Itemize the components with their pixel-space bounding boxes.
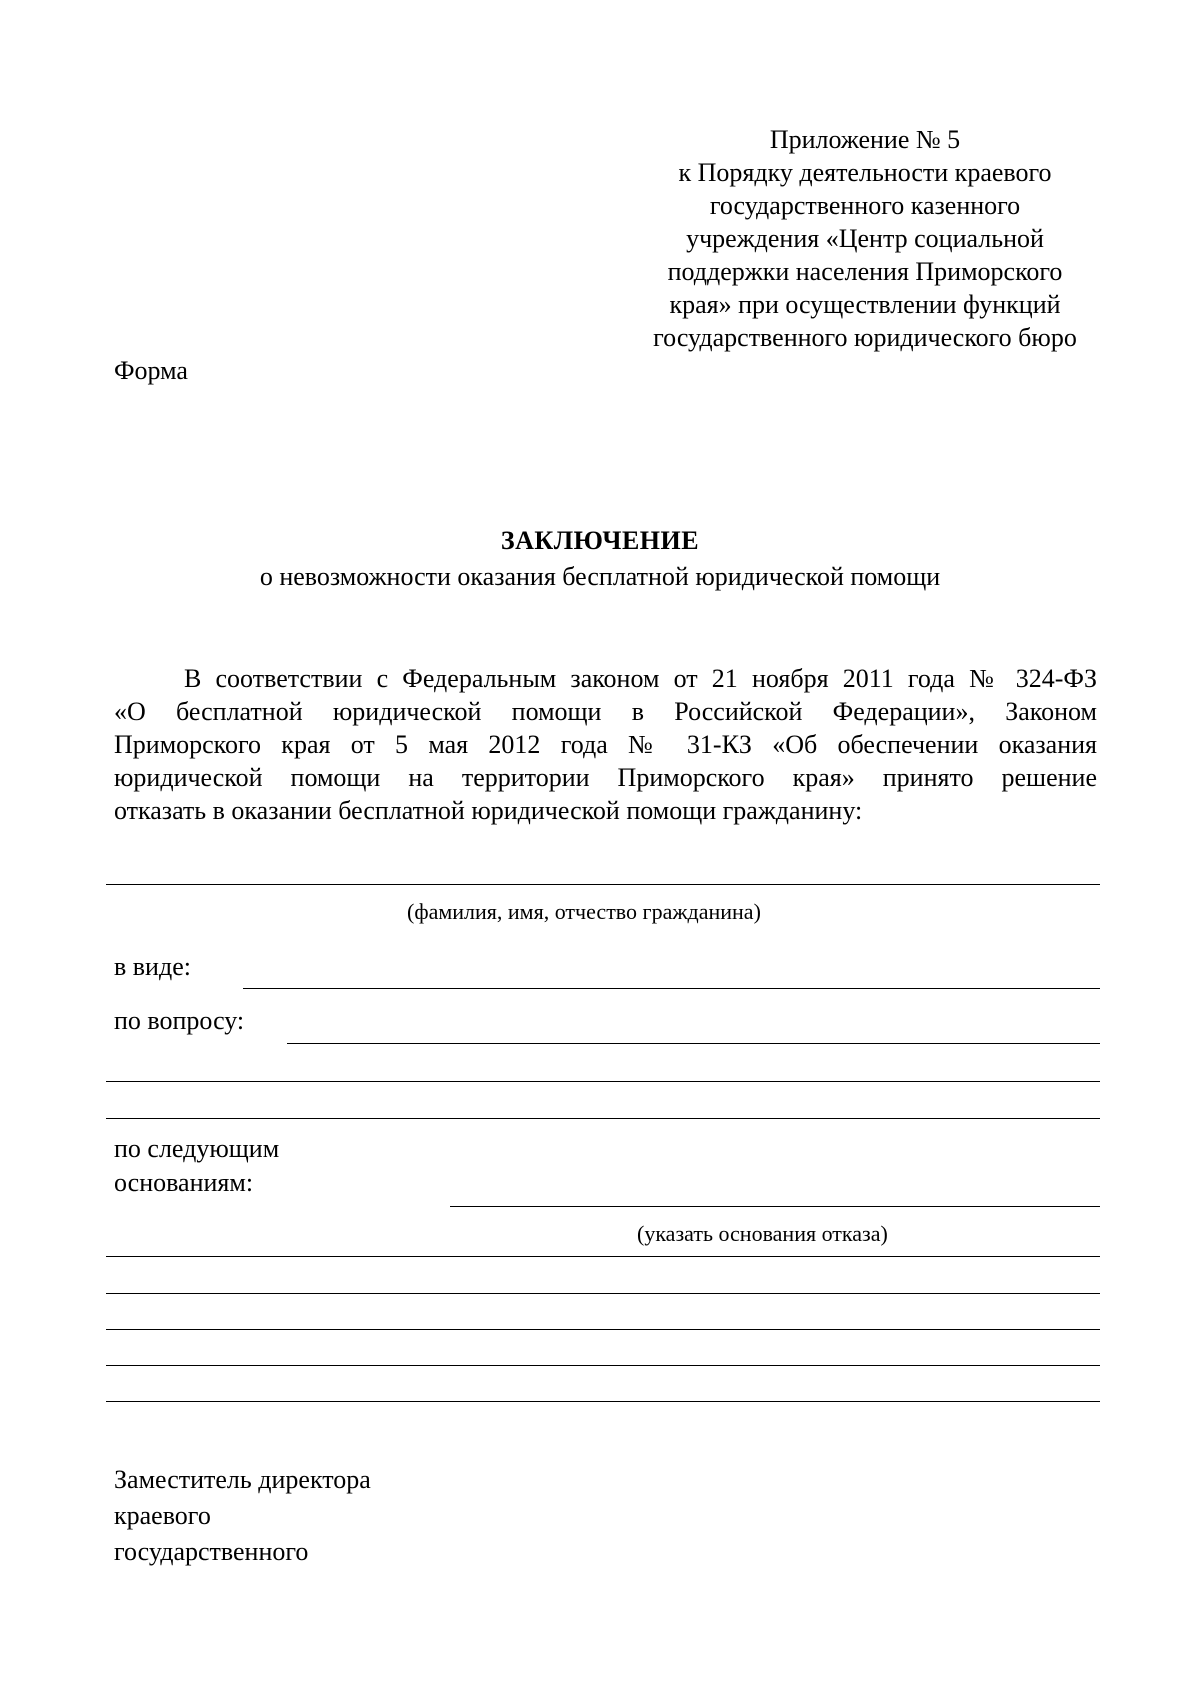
osnovaniya-fill-line-3[interactable] bbox=[106, 1293, 1100, 1294]
body-line: Приморского края от 5 мая 2012 года № 31-КЗ «Об обеспечении оказания bbox=[114, 730, 1097, 759]
body-paragraph bbox=[114, 662, 1097, 827]
po-voprosu-fill-line-3[interactable] bbox=[106, 1118, 1100, 1119]
osnovaniya-fill-line-2[interactable] bbox=[106, 1256, 1100, 1257]
v-vide-fill-line[interactable] bbox=[243, 988, 1100, 989]
fio-fill-line[interactable] bbox=[106, 884, 1100, 885]
appendix-line: государственного юридического бюро bbox=[653, 323, 1077, 352]
signature-line: государственного bbox=[114, 1537, 309, 1566]
osnovaniya-fill-line-5[interactable] bbox=[106, 1365, 1100, 1366]
appendix-line: поддержки населения Приморского bbox=[667, 257, 1063, 286]
appendix-line: государственного казенного bbox=[709, 191, 1021, 220]
signature-block bbox=[114, 1462, 371, 1570]
body-line: «О бесплатной юридической помощи в Российской Федерации», Законом bbox=[114, 697, 1097, 726]
document-subtitle: о невозможности оказания бесплатной юридической помощи bbox=[259, 562, 941, 591]
form-label: Форма bbox=[114, 356, 188, 385]
po-voprosu-label: по вопросу: bbox=[114, 1006, 245, 1035]
osnovaniya-label-line-2: основаниям: bbox=[114, 1168, 254, 1197]
v-vide-label: в виде: bbox=[114, 952, 191, 981]
osnovaniya-fill-line-4[interactable] bbox=[106, 1329, 1100, 1330]
osnovaniya-fill-line-6[interactable] bbox=[106, 1401, 1100, 1402]
appendix-line: Приложение № 5 bbox=[769, 125, 961, 154]
body-line: В соответствии с Федеральным законом от 21 ноября 2011 года № 324-ФЗ bbox=[184, 664, 1097, 693]
po-voprosu-fill-line-2[interactable] bbox=[106, 1081, 1100, 1082]
appendix-header bbox=[615, 123, 1115, 354]
body-line: отказать в оказании бесплатной юридической помощи гражданину: bbox=[114, 796, 863, 825]
osnovaniya-label-line-1: по следующим bbox=[114, 1134, 280, 1163]
signature-line: краевого bbox=[114, 1501, 211, 1530]
fio-hint: (фамилия, имя, отчество гражданина) bbox=[407, 899, 761, 924]
osnovaniya-fill-line[interactable] bbox=[450, 1206, 1100, 1207]
appendix-line: края» при осуществлении функций bbox=[669, 290, 1061, 319]
osnovaniya-hint: (указать основания отказа) bbox=[637, 1221, 888, 1246]
document-title: ЗАКЛЮЧЕНИЕ bbox=[500, 526, 700, 555]
appendix-line: к Порядку деятельности краевого bbox=[678, 158, 1052, 187]
po-voprosu-fill-line[interactable] bbox=[287, 1043, 1100, 1044]
appendix-line: учреждения «Центр социальной bbox=[686, 224, 1044, 253]
body-line: юридической помощи на территории Приморского края» принято решение bbox=[114, 763, 1097, 792]
signature-line: Заместитель директора bbox=[114, 1465, 371, 1494]
